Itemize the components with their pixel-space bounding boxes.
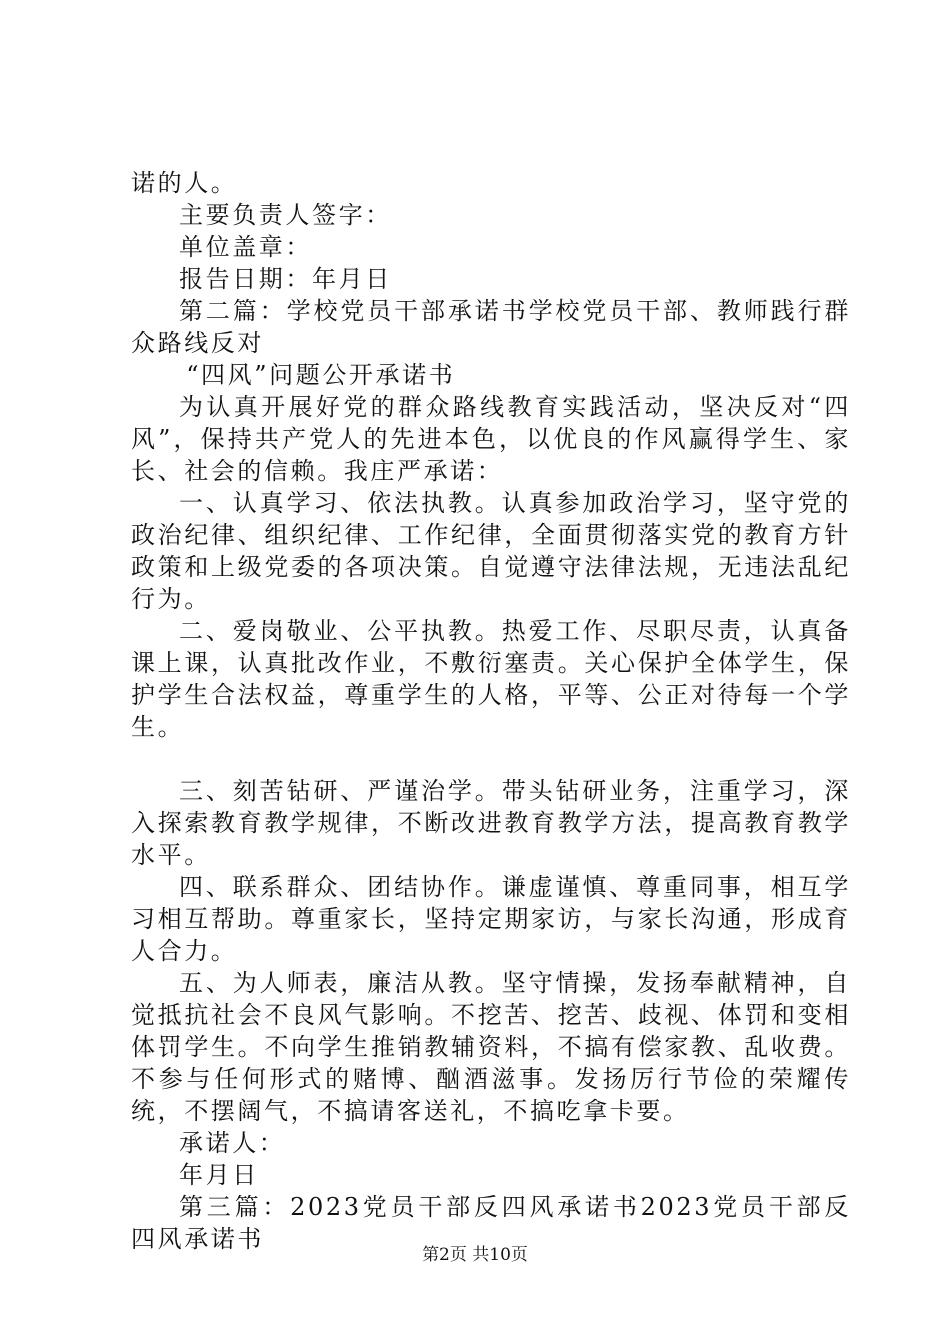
paragraph-section-two-subtitle: “四风”问题公开承诺书 — [186, 361, 456, 389]
paragraph-promiser: 承诺人： — [179, 1129, 286, 1157]
paragraph-seal-line: 单位盖章： — [179, 233, 312, 261]
paragraph-section-three-title: 第三篇：2023党员干部反四风承诺书2023党员干部反四风承诺书 — [131, 1193, 851, 1253]
paragraph-item-five: 五、为人师表，廉洁从教。坚守情操，发扬奉献精神，自觉抵抗社会不良风气影响。不挖苦、挖苦、歧视、体罚和变相体罚学生。不向学生推销教辅资料，不搞有偿家教、乱收费。不参与任何形式的赌博、酗酒滋事。发扬厉行节俭的荣耀传统，不摆阔气，不搞请客送礼，不搞吃拿卡要。 — [131, 969, 851, 1125]
paragraph-item-one: 一、认真学习、依法执教。认真参加政治学习，坚守党的政治纪律、组织纪律、工作纪律，全面贯彻落实党的教育方针政策和上级党委的各项决策。自觉遵守法律法规，无违法乱纪行为。 — [131, 489, 851, 613]
paragraph-intro: 为认真开展好党的群众路线教育实践活动，坚决反对“四风”，保持共产党人的先进本色，以优良的作风赢得学生、家长、社会的信赖。我庄严承诺： — [131, 393, 851, 485]
paragraph-continuation: 诺的人。 — [131, 169, 238, 197]
paragraph-item-two: 二、爱岗敬业、公平执教。热爱工作、尽职尽责，认真备课上课，认真批改作业，不敷衍塞责。关心保护全体学生，保护学生合法权益，尊重学生的人格，平等、公正对待每一个学生。 — [131, 617, 851, 741]
paragraph-report-date: 报告日期：年月日 — [179, 265, 392, 293]
paragraph-section-two-title: 第二篇：学校党员干部承诺书学校党员干部、教师践行群众路线反对 — [131, 297, 851, 357]
paragraph-item-three: 三、刻苦钻研、严谨治学。带头钻研业务，注重学习，深入探索教育教学规律，不断改进教育教学方法，提高教育教学水平。 — [131, 777, 851, 869]
paragraph-date: 年月日 — [179, 1161, 259, 1189]
document-body — [131, 167, 851, 1255]
page-number-footer: 第2页 共10页 — [422, 1245, 528, 1265]
paragraph-item-four: 四、联系群众、团结协作。谦虚谨慎、尊重同事，相互学习相互帮助。尊重家长，坚持定期家访，与家长沟通，形成育人合力。 — [131, 873, 851, 965]
paragraph-signature-line: 主要负责人签字： — [179, 201, 392, 229]
